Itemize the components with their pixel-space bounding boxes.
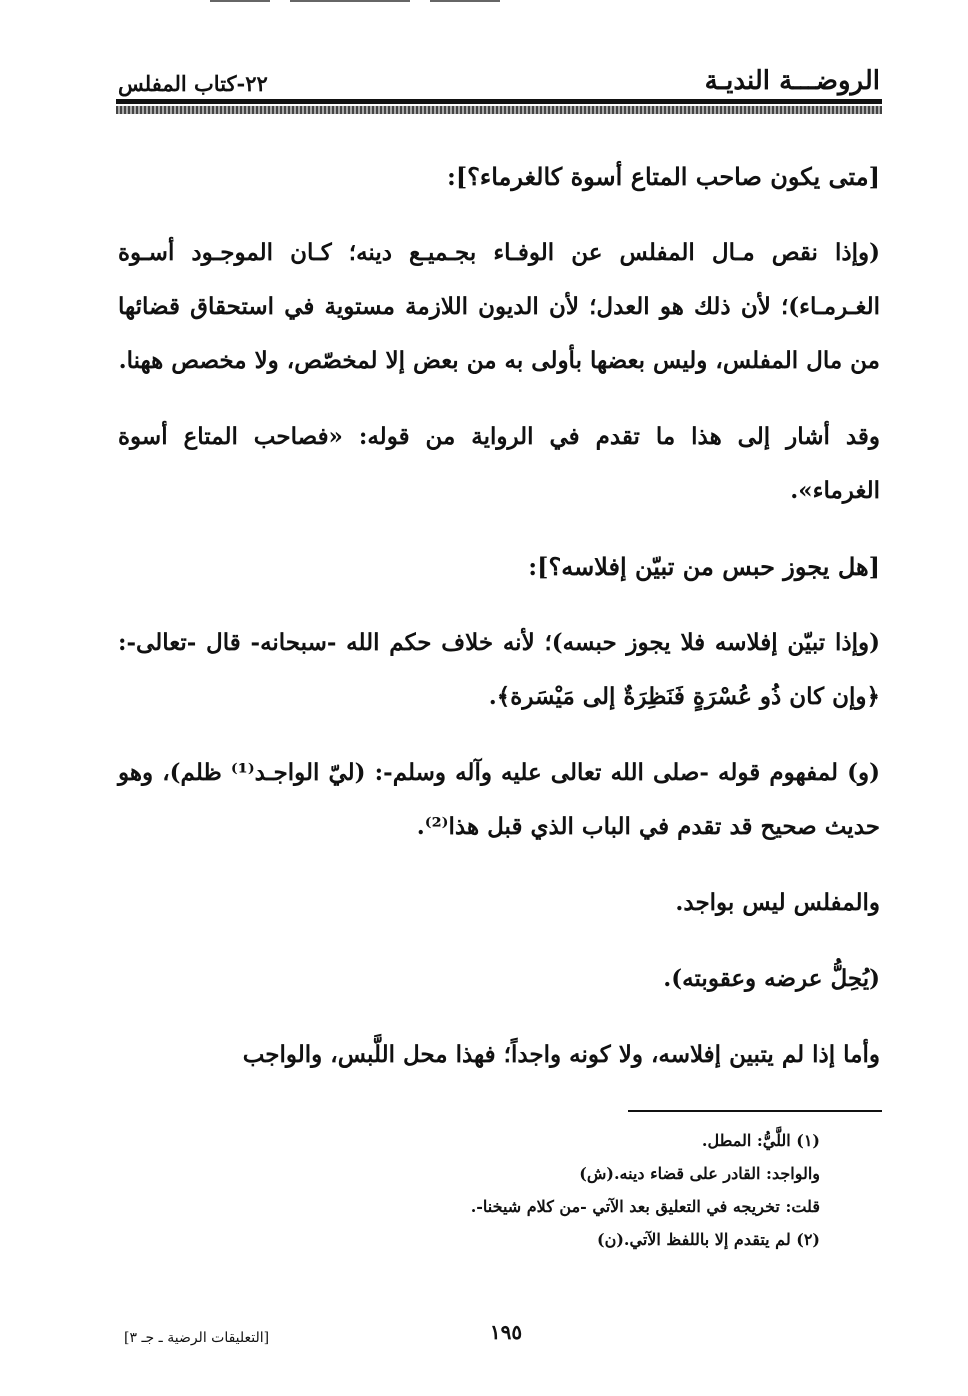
paragraph: وأما إذا لم يتبين إفلاسه، ولا كونه واجداً؛ فهذا محل اللَّبس، والواجب	[242, 1041, 880, 1068]
section-heading: [هل يجوز حبس من تبيّن إفلاسه؟]:	[528, 552, 880, 581]
section-heading: [متى يكون صاحب المتاع أسوة كالغرماء؟]:	[446, 162, 880, 191]
footnotes	[118, 1124, 820, 1256]
footer-reference: [التعليقات الرضية ـ جـ ٣]	[124, 1330, 270, 1346]
scan-marks	[210, 0, 500, 4]
footnote: (٢) لم يتقدم إلا باللفظ الآتي.(ن)	[597, 1230, 820, 1249]
paragraph: (وإذا تبيّن إفلاسه فلا يجوز حبسه)؛ لأنه خلاف حكم الله -سبحانه- قال -تعالى-: ﴿وإن كان ذُو عُسْرَةٍ فَنَظِرَةٌ إلى مَيْسَرة﴾.	[118, 629, 880, 710]
header-rule	[116, 99, 882, 104]
book-title: الروضـــة النديـة	[704, 66, 880, 96]
footnote: (١) اللَّيُّ: المطل.	[701, 1131, 820, 1150]
paragraph: (و) لمفهوم قوله -صلى الله تعالى عليه وآله وسلم-: (ليّ الواجـد⁽¹⁾ ظلم)، وهو حديث صحيح قد تقدم في الباب الذي قبل هذا⁽²⁾.	[118, 759, 880, 840]
paragraph: (وإذا نقص مـال المفلس عن الوفـاء بجـميـع دينه؛ كـان الموجـود أسـوة الغـرمـاء)؛ لأن ذلك هو العدل؛ لأن الديون اللازمة مستوية في استحقاق قضائها من مال المفلس، وليس بعضها بأولى به من بعض إلا لمخصّص، ولا مخصص ههنا.	[118, 239, 880, 374]
body-text	[118, 150, 880, 1104]
running-header	[118, 60, 880, 96]
paragraph: والمفلس ليس بواجد.	[675, 889, 880, 916]
paragraph: (يُحِلُّ عرضه وعقوبته).	[663, 965, 880, 992]
chapter-title: ٢٢-كتاب المفلس	[118, 71, 268, 96]
footnote: قلت: تخريجه في التعليق بعد الآتي -من كلام شيخنا-.	[470, 1197, 820, 1216]
header-rule-textured	[116, 106, 882, 114]
paragraph: وقد أشار إلى هذا ما تقدم في الرواية من قوله: «فصاحب المتاع أسوة الغرماء».	[118, 423, 880, 504]
footnote: والواجد: القادر على قضاء دينه.(ش)	[579, 1164, 820, 1183]
page-number: ١٩٥	[489, 1320, 523, 1344]
footnote-separator	[628, 1110, 882, 1112]
